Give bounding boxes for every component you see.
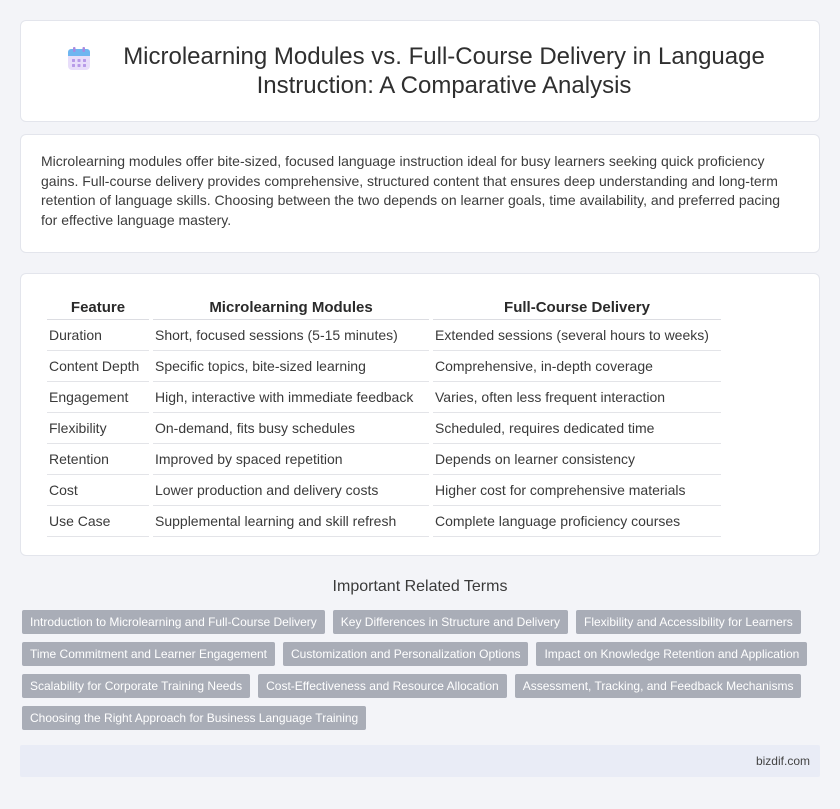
table-cell: On-demand, fits busy schedules: [153, 413, 429, 444]
table-cell: High, interactive with immediate feedback: [153, 382, 429, 413]
related-term-tag[interactable]: Assessment, Tracking, and Feedback Mechanisms: [515, 674, 802, 698]
comparison-table-card: [20, 273, 820, 556]
comparison-table: [43, 296, 725, 537]
footer-site-link[interactable]: bizdif.com: [755, 754, 810, 768]
column-header-feature: Feature: [47, 296, 149, 320]
related-term-tag[interactable]: Time Commitment and Learner Engagement: [22, 642, 275, 666]
table-cell: Varies, often less frequent interaction: [433, 382, 721, 413]
related-term-tag[interactable]: Cost-Effectiveness and Resource Allocation: [258, 674, 507, 698]
intro-paragraph: Microlearning modules offer bite-sized, focused language instruction ideal for busy learners seeking quick proficiency gains. Full-course delivery provides comprehensive, structured content that ensures deep understanding and long-term retention of language skills. Choosing between the two depends on learner goals, time availability, and preferred pacing for effective language mastery.: [41, 153, 781, 228]
table-cell: Comprehensive, in-depth coverage: [433, 351, 721, 382]
table-cell: Complete language proficiency courses: [433, 506, 721, 537]
related-term-tag[interactable]: Scalability for Corporate Training Needs: [22, 674, 250, 698]
table-row: [47, 382, 721, 413]
table-row: [47, 351, 721, 382]
related-term-tag[interactable]: Flexibility and Accessibility for Learners: [576, 610, 801, 634]
related-term-tag[interactable]: Key Differences in Structure and Delivery: [333, 610, 568, 634]
table-cell: Cost: [47, 475, 149, 506]
related-term-tag[interactable]: Introduction to Microlearning and Full-Course Delivery: [22, 610, 325, 634]
table-cell: Duration: [47, 320, 149, 351]
table-cell: Engagement: [47, 382, 149, 413]
table-cell: Flexibility: [47, 413, 149, 444]
related-terms-tags: [22, 610, 822, 738]
table-cell: Extended sessions (several hours to weeks): [433, 320, 721, 351]
table-row: [47, 413, 721, 444]
intro-card: [20, 134, 820, 253]
related-term-tag[interactable]: Customization and Personalization Options: [283, 642, 528, 666]
related-term-tag[interactable]: Choosing the Right Approach for Business Language Training: [22, 706, 366, 730]
table-cell: Scheduled, requires dedicated time: [433, 413, 721, 444]
footer-bar: [20, 745, 820, 777]
table-cell: Use Case: [47, 506, 149, 537]
calendar-icon: [66, 46, 92, 72]
page-title: Microlearning Modules vs. Full-Course Delivery in Language Instruction: A Comparative Analysis: [123, 43, 765, 99]
related-terms-heading: Important Related Terms: [332, 578, 508, 595]
table-cell: Specific topics, bite-sized learning: [153, 351, 429, 382]
table-row: [47, 506, 721, 537]
column-header-full-course: Full-Course Delivery: [433, 296, 721, 320]
related-term-tag[interactable]: Impact on Knowledge Retention and Application: [536, 642, 807, 666]
header-card: [20, 20, 820, 122]
table-cell: Short, focused sessions (5-15 minutes): [153, 320, 429, 351]
table-header-row: [47, 296, 721, 320]
table-cell: Content Depth: [47, 351, 149, 382]
table-row: [47, 475, 721, 506]
table-cell: Supplemental learning and skill refresh: [153, 506, 429, 537]
table-row: [47, 444, 721, 475]
table-cell: Retention: [47, 444, 149, 475]
table-cell: Improved by spaced repetition: [153, 444, 429, 475]
table-row: [47, 320, 721, 351]
table-cell: Higher cost for comprehensive materials: [433, 475, 721, 506]
table-cell: Depends on learner consistency: [433, 444, 721, 475]
column-header-microlearning: Microlearning Modules: [153, 296, 429, 320]
table-cell: Lower production and delivery costs: [153, 475, 429, 506]
